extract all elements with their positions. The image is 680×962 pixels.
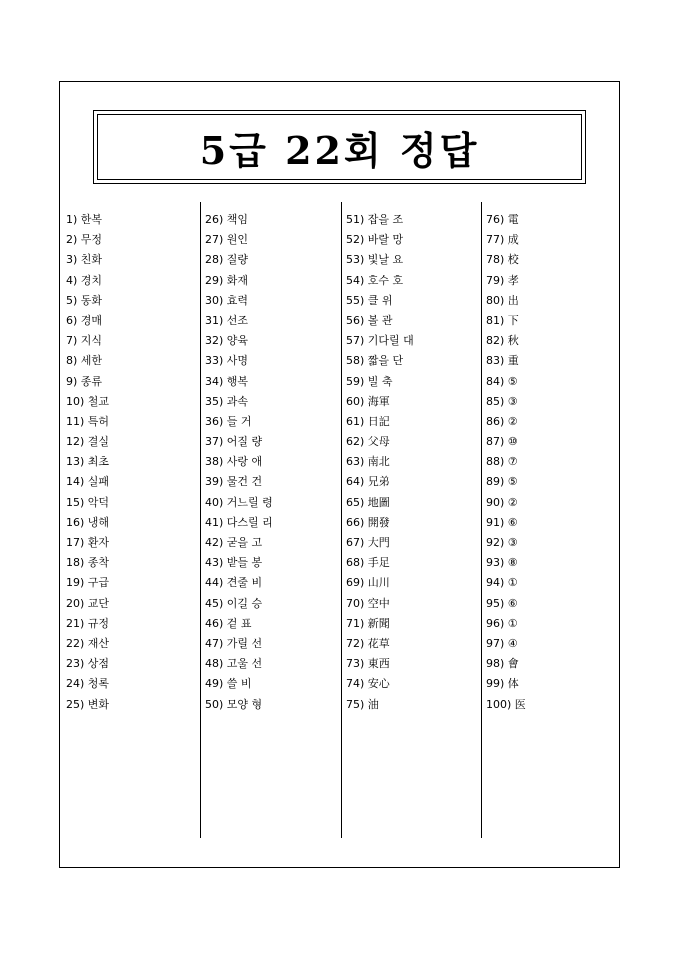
answer-item: 29) 화재 (205, 273, 249, 287)
answer-item: 6) 경매 (66, 313, 103, 327)
answer-column-2 (205, 210, 335, 715)
answer-item: 51) 잡을 조 (346, 213, 404, 226)
answer-item: 8) 세한 (66, 354, 103, 368)
answer-item: 13) 최초 (66, 455, 110, 469)
answer-column-4 (486, 210, 616, 715)
answer-item: 5) 동화 (66, 293, 103, 307)
answer-item: 73) 東西 (346, 657, 390, 671)
answer-item: 79) 孝 (486, 273, 519, 287)
answer-item: 80) 出 (486, 293, 519, 307)
answer-item: 4) 경치 (66, 273, 103, 287)
answer-item: 58) 짧을 단 (346, 354, 404, 368)
answer-item: 47) 가릴 선 (205, 636, 263, 650)
answer-item: 3) 친화 (66, 253, 103, 267)
answer-item: 24) 청록 (66, 677, 110, 691)
answer-item: 88) ⑦ (486, 455, 518, 469)
answer-item: 48) 고울 선 (205, 657, 263, 671)
answer-item: 90) ② (486, 495, 518, 509)
answer-item: 93) ⑧ (486, 556, 518, 570)
answer-item: 96) ① (486, 616, 518, 630)
column-divider (341, 202, 342, 838)
answer-item: 41) 다스릴 리 (205, 515, 273, 529)
answer-item: 81) 下 (486, 313, 519, 327)
answer-item: 43) 받들 봉 (205, 556, 263, 570)
answer-item: 31) 선조 (205, 313, 249, 327)
answer-item: 15) 악덕 (66, 495, 110, 509)
answer-item: 69) 山川 (346, 576, 390, 590)
answer-item: 54) 호수 호 (346, 273, 404, 287)
answer-item: 66) 開發 (346, 515, 390, 529)
answer-item: 45) 이길 승 (205, 596, 263, 610)
answer-item: 22) 재산 (66, 636, 110, 650)
answer-item: 53) 빛날 요 (346, 253, 404, 267)
answer-item: 83) 重 (486, 354, 519, 368)
answer-item: 50) 모양 형 (205, 697, 263, 711)
answer-item: 76) 電 (486, 213, 519, 226)
answer-item: 68) 手足 (346, 556, 390, 570)
answer-item: 44) 견줄 비 (205, 576, 263, 590)
answer-item: 61) 日記 (346, 414, 390, 428)
answer-item: 27) 원인 (205, 233, 249, 247)
answer-item: 64) 兄弟 (346, 475, 390, 489)
answer-item: 78) 校 (486, 253, 519, 267)
answer-item: 95) ⑥ (486, 596, 518, 610)
answer-item: 35) 과속 (205, 394, 249, 408)
answer-item: 10) 철교 (66, 394, 110, 408)
answer-item: 2) 무정 (66, 233, 103, 247)
answer-item: 21) 규정 (66, 616, 110, 630)
answer-item: 25) 변화 (66, 697, 110, 711)
answer-item: 1) 한복 (66, 213, 103, 226)
answer-item: 82) 秋 (486, 334, 519, 348)
page-title: 5급 22회 정답 (199, 127, 480, 173)
answer-item: 11) 특허 (66, 414, 110, 428)
answer-item: 100) 医 (486, 697, 526, 711)
answer-item: 86) ② (486, 414, 518, 428)
answer-item: 77) 成 (486, 233, 519, 247)
answer-item: 98) 會 (486, 657, 519, 671)
answer-column-1 (66, 210, 196, 715)
answer-item: 46) 겉 표 (205, 616, 252, 630)
answer-item: 18) 종착 (66, 556, 110, 570)
column-divider (200, 202, 201, 838)
answer-item: 30) 효력 (205, 293, 249, 307)
answer-item: 57) 기다릴 대 (346, 334, 414, 348)
answer-item: 12) 결실 (66, 435, 110, 449)
column-divider (481, 202, 482, 838)
answer-item: 92) ③ (486, 536, 518, 549)
answer-item: 74) 安心 (346, 677, 390, 691)
answer-item: 67) 大門 (346, 536, 390, 549)
answer-item: 37) 어질 량 (205, 435, 263, 449)
answer-item: 39) 물건 건 (205, 475, 263, 489)
answer-item: 9) 종류 (66, 374, 103, 388)
answer-item: 7) 지식 (66, 334, 103, 348)
answer-item: 14) 실패 (66, 475, 110, 489)
answer-item: 94) ① (486, 576, 518, 590)
answer-item: 62) 父母 (346, 435, 390, 449)
answer-item: 70) 空中 (346, 596, 390, 610)
answer-item: 42) 굳을 고 (205, 536, 263, 549)
answer-item: 23) 상점 (66, 657, 110, 671)
answer-item: 33) 사명 (205, 354, 249, 368)
answer-item: 36) 들 거 (205, 414, 252, 428)
answer-item: 26) 책임 (205, 213, 249, 226)
answer-item: 71) 新聞 (346, 616, 390, 630)
answer-item: 52) 바랄 망 (346, 233, 404, 247)
answer-item: 34) 행복 (205, 374, 249, 388)
answer-item: 49) 쓸 비 (205, 677, 252, 691)
answer-item: 91) ⑥ (486, 515, 518, 529)
answer-item: 84) ⑤ (486, 374, 518, 388)
answer-item: 97) ④ (486, 636, 518, 650)
answer-item: 89) ⑤ (486, 475, 518, 489)
answer-item: 99) 体 (486, 677, 519, 691)
answer-item: 75) 油 (346, 697, 379, 711)
answer-item: 87) ⑩ (486, 435, 518, 449)
title-box (93, 110, 586, 184)
answer-item: 63) 南北 (346, 455, 390, 469)
answer-item: 28) 질량 (205, 253, 249, 267)
title-inner-border (97, 114, 582, 180)
answer-item: 65) 地圖 (346, 495, 390, 509)
answer-item: 40) 거느릴 령 (205, 495, 273, 509)
answer-item: 85) ③ (486, 394, 518, 408)
answer-item: 59) 빌 축 (346, 374, 393, 388)
answer-item: 38) 사랑 애 (205, 455, 263, 469)
answer-item: 72) 花草 (346, 636, 390, 650)
answer-item: 20) 교단 (66, 596, 110, 610)
answer-item: 60) 海軍 (346, 394, 390, 408)
answer-item: 55) 클 위 (346, 293, 393, 307)
answer-item: 32) 양육 (205, 334, 249, 348)
answer-item: 56) 볼 관 (346, 313, 393, 327)
answer-column-3 (346, 210, 476, 715)
answer-item: 16) 냉해 (66, 515, 110, 529)
answer-item: 17) 환자 (66, 536, 110, 549)
answer-item: 19) 구급 (66, 576, 110, 590)
